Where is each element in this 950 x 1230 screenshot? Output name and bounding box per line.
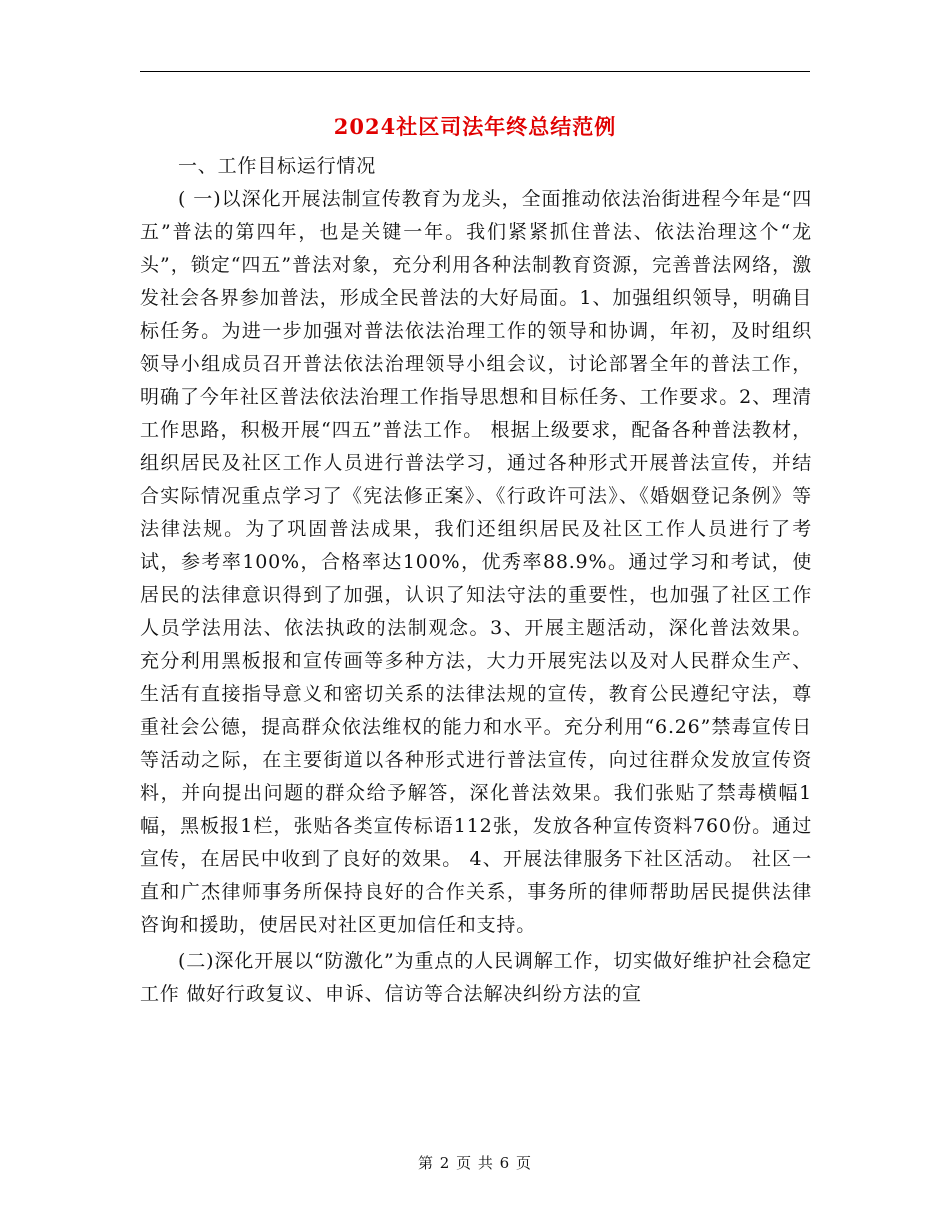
header-rule — [140, 71, 810, 72]
body-paragraph-1: ( 一)以深化开展法制宣传教育为龙头，全面推动依法治街进程今年是“四五”普法的第四年，也是关键一年。我们紧紧抓住普法、依法治理这个“龙头”，锁定“四五”普法对象，充分利用各种法制教育资源，完善普法网络，激发社会各界参加普法，形成全民普法的大好局面。1、加强组织领导，明确目标任务。为进一步加强对普法依法治理工作的领导和协调，年初，及时组织领导小组成员召开普法依法治理领导小组会议，讨论部署全年的普法工作，明确了今年社区普法依法治理工作指导思想和目标任务、工作要求。2、理清工作思路，积极开展“四五”普法工作。 根据上级要求，配备各种普法教材，组织居民及社区工作人员进行普法学习，通过各种形式开展普法宣传，并结合实际情况重点学习了《宪法修正案》、《行政许可法》、《婚姻登记条例》等法律法规。为了巩固普法成果，我们还组织居民及社区工作人员进行了考试，参考率100%，合格率达100%，优秀率88.9%。通过学习和考试，使居民的法律意识得到了加强，认识了知法守法的重要性，也加强了社区工作人员学法用法、依法执政的法制观念。3、开展主题活动，深化普法效果。 充分利用黑板报和宣传画等多种方法，大力开展宪法以及对人民群众生产、生活有直接指导意义和密切关系的法律法规的宣传，教育公民遵纪守法，尊重社会公德，提高群众依法维权的能力和水平。充分利用“6.26”禁毒宣传日等活动之际，在主要街道以各种形式进行普法宣传，向过往群众发放宣传资料，并向提出问题的群众给予解答，深化普法效果。我们张贴了禁毒横幅1幅，黑板报1栏，张贴各类宣传标语112张，发放各种宣传资料760份。通过宣传，在居民中收到了良好的效果。 4、开展法律服务下社区活动。 社区一直和广杰律师事务所保持良好的合作关系，事务所的律师帮助居民提供法律咨询和援助，使居民对社区更加信任和支持。 — [140, 188, 812, 936]
document-body — [140, 150, 812, 1011]
document-title: 2024社区司法年终总结范例 — [333, 114, 617, 139]
body-paragraph-2: (二)深化开展以“防激化”为重点的人民调解工作，切实做好维护社会稳定工作 做好行政复议、申诉、信访等合法解决纠纷方法的宣 — [140, 950, 812, 1005]
page-number: 第 2 页 共 6 页 — [418, 1154, 532, 1172]
section-heading: 一、工作目标运行情况 — [178, 155, 377, 177]
